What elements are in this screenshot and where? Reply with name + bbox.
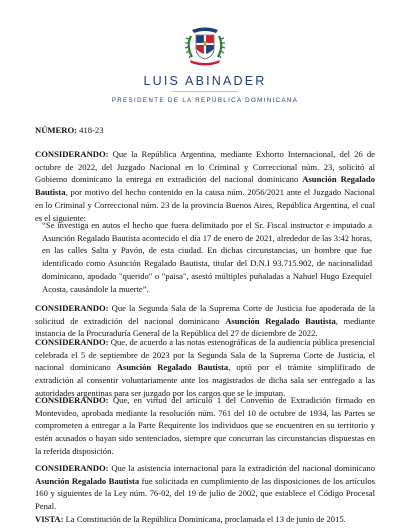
paragraph-text: La Constitución de la República Dominicana, proclamada el 13 de junio de 2015. (63, 514, 346, 524)
considerando-1 (35, 148, 375, 224)
considerando-5 (35, 462, 375, 513)
vista-label: VISTA: (35, 514, 64, 524)
vista-paragraph (35, 513, 375, 526)
letterhead-name: LUIS ABINADER (143, 74, 267, 88)
decree-number-label: NÚMERO: (35, 125, 78, 135)
decree-number-line (35, 125, 104, 135)
considerando-label: CONSIDERANDO: (35, 149, 109, 159)
paragraph-text: fue solicitada en cumplimiento de las disposiciones de los artículos 160 y siguientes de la Ley núm. 76-02, del 19 de julio de 2002, que establece el Código Procesal Penal. (35, 475, 376, 512)
person-name: Asunción Regalado Bautista (35, 475, 140, 486)
letterhead-divider (172, 91, 238, 92)
paragraph-text: Que la Segunda Sala de la Suprema Corte de Justicia fue apoderada de la solicitud de extradición del nacional dominicano (35, 303, 375, 326)
paragraph-text: , por motivo del hecho contenido en la causa núm. 2056/2021 ante el Juzgado Nacional en lo Criminal y Correccional núm. 23 de la provincia Buenos Aires, República Argentina, el cual es el siguiente: (35, 187, 375, 223)
letterhead-subtitle: PRESIDENTE DE LA REPÚBLICA DOMINICANA (111, 97, 299, 104)
considerando-label: CONSIDERANDO: (35, 395, 109, 405)
paragraph-text: Que la asistencia internacional para la extradición del nacional dominicano (108, 463, 375, 473)
decree-number-value: 418-23 (79, 125, 104, 135)
considerando-4 (35, 394, 375, 458)
person-name: Asunción Regalado Bautista (116, 362, 229, 373)
quoted-facts (42, 219, 372, 295)
quote-text: “Se investiga en autos el hecho que fuera delimitado por el Sr. Fiscal instructor e imputado a Asunción Regalado Bautista acontecido el día 17 de enero de 2021, alrededor de las 3:42 horas, en las calles Salta y Pavón, de esta ciudad. En dichas circunstancias, un hombre que fue identificado como Asunción Regalado Bautista, titular del D.N.I 93.715.902, de nacionalidad dominicano, apodado "querido" o "paisa", asestó múltiples puñaladas a Nahuel Hugo Ezequiel Acosta, causándole la muerte”. (42, 220, 372, 294)
paragraph-text: , mediante instancia de la Procuraduría General de la República del 27 de diciembre de 2022. (35, 315, 376, 339)
person-name: Asunción Regalado Bautista (225, 315, 336, 326)
coat-of-arms-icon (182, 24, 228, 68)
paragraph-text: Que la República Argentina, mediante Exhorto Internacional, del 26 de octubre de 2022, del Juzgado Nacional en lo Criminal y Correccional núm. 23, solicitó al Gobierno dominicano la entrega en extradición del nacional dominicano (35, 149, 375, 185)
paragraph-text: Que, de acuerdo a las notas estenográficas de la audiencia pública presencial celebrada el 5 de septiembre de 2023 por la Segunda Sala de la Suprema Corte de Justicia, el nacional dominicano (35, 337, 375, 373)
paragraph-text: , optó por el trámite simplificado de extradición al consentir voluntariamente ante los magistrados de dicha sala ser entregado a las autoridades argentinas para ser juzgado por los cargos que se le imputan. (35, 362, 375, 398)
considerando-label: CONSIDERANDO: (35, 303, 109, 313)
considerando-2 (35, 302, 375, 340)
person-name: Asunción Regalado Bautista (35, 174, 375, 198)
considerando-3 (35, 336, 375, 400)
considerando-label: CONSIDERANDO: (35, 337, 109, 347)
considerando-label: CONSIDERANDO: (35, 463, 109, 473)
paragraph-text: Que, en virtud del artículo 1 del Convenio de Extradición firmado en Montevideo, aprobada mediante la resolución núm. 761 del 10 de octubre de 1934, las Partes se comprometen a entregar a la Parte Requirente los individuos que se encuentren en su territorio y estén acusados o hayan sido sentenciados, siempre que concurran las circunstancias dispuestas en la referida disposición. (35, 395, 375, 456)
